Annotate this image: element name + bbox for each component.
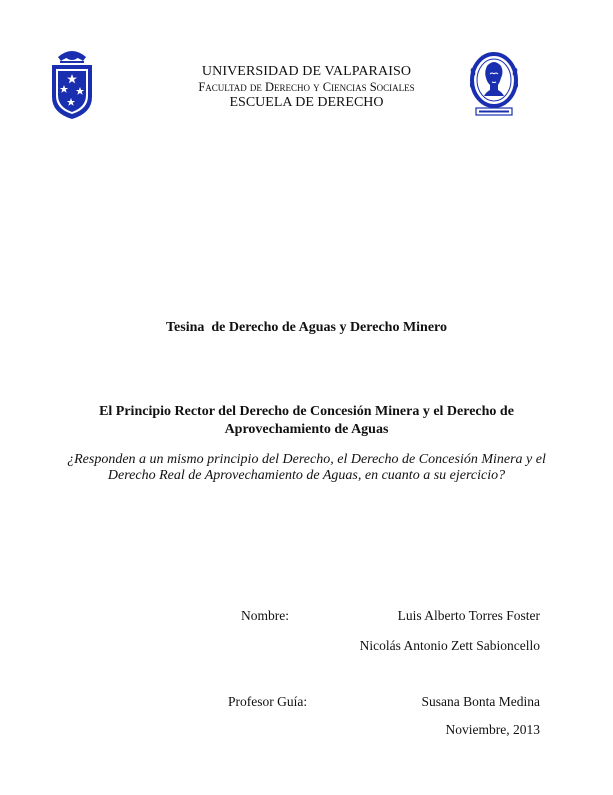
faculty-name-text: Facultad de Derecho y Ciencias Sociales [198, 80, 415, 94]
advisor-label: Profesor Guía: [228, 694, 308, 709]
thesis-subtitle [60, 452, 553, 484]
faculty-name [0, 80, 613, 95]
advisor-name: Susana Bonta Medina [421, 694, 540, 709]
thesis-type-line: Tesina de Derecho de Aguas y Derecho Minero [165, 320, 448, 335]
author-name-2: Nicolás Antonio Zett Sabioncello [359, 638, 540, 653]
name-label: Nombre: [241, 608, 289, 623]
thesis-subtitle-line-1: ¿Responden a un mismo principio del Derecho, el Derecho de Concesión Minera y el [67, 452, 546, 467]
thesis-title-line-1: El Principio Rector del Derecho de Concesión Minera y el Derecho de [99, 404, 514, 419]
university-name: UNIVERSIDAD DE VALPARAISO [201, 64, 412, 79]
school-name: ESCUELA DE DERECHO [229, 95, 384, 110]
faculty-seal-icon [468, 52, 520, 118]
submission-date: Noviembre, 2013 [445, 722, 540, 737]
thesis-title [60, 403, 553, 439]
thesis-subtitle-line-2: Derecho Real de Aprovechamiento de Aguas, en cuanto a su ejercicio? [107, 468, 506, 483]
author-name-1: Luis Alberto Torres Foster [397, 608, 540, 623]
thesis-title-line-2: Aprovechamiento de Aguas [224, 422, 389, 437]
